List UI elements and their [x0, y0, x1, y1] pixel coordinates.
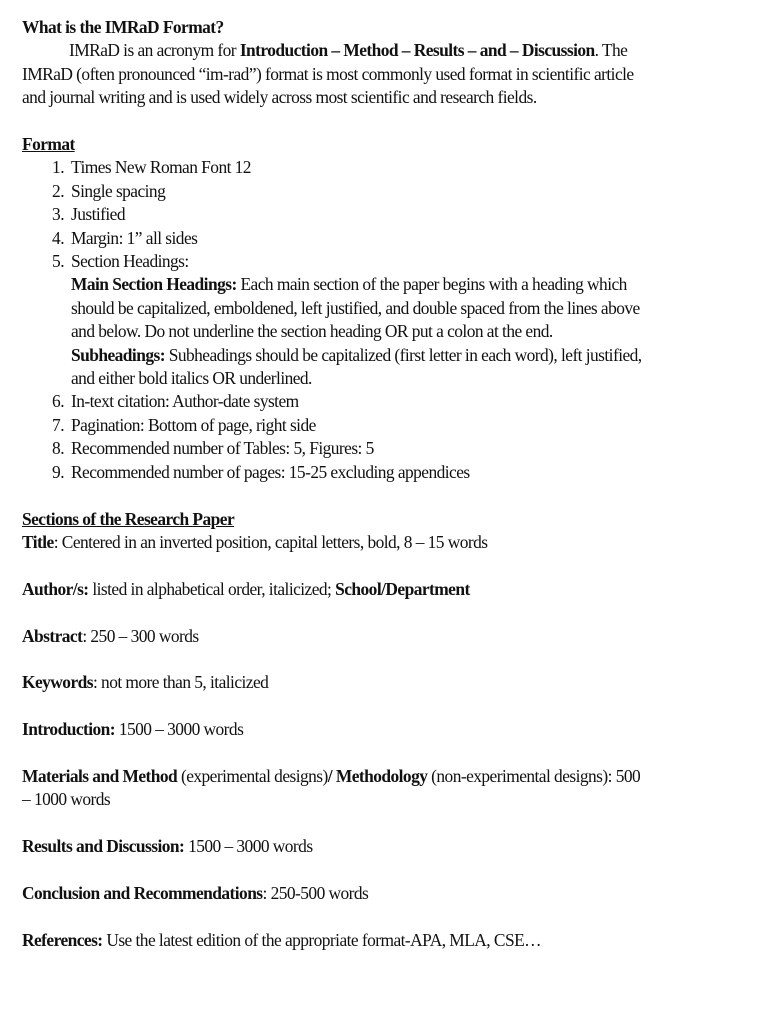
spacer [22, 554, 684, 577]
abstract-entry [22, 625, 684, 648]
spacer [22, 812, 684, 835]
spacer [22, 695, 684, 718]
conclusion-text: : 250-500 words [262, 882, 369, 903]
intro-text-end: . The [594, 40, 628, 61]
intro-text: IMRaD is an acronym for [69, 40, 240, 61]
keywords-entry [22, 671, 684, 694]
references-label: References: [22, 929, 103, 950]
methodology-text: (non-experimental designs): 500 [427, 765, 641, 786]
conclusion-label: Conclusion and Recommendations [22, 882, 263, 903]
main-headings-line-3: and below. Do not underline the section heading OR put a colon at the end. [71, 321, 553, 342]
list-item [22, 461, 684, 484]
format-list-continued [22, 390, 684, 484]
title-label: Title [22, 531, 54, 552]
title-entry [22, 531, 684, 554]
list-number: 8. [52, 438, 64, 459]
spacer [22, 110, 684, 133]
abstract-text: : 250 – 300 words [82, 625, 199, 646]
intro-line-1 [22, 39, 684, 62]
sections-heading: Sections of the Research Paper [22, 508, 235, 529]
materials-text: (experimental designs) [177, 765, 328, 786]
subheadings-block [22, 344, 684, 391]
list-item-text: Pagination: Bottom of page, right side [71, 414, 316, 435]
references-text: Use the latest edition of the appropriate format-APA, MLA, CSE… [102, 929, 541, 950]
list-item-text: Justified [71, 204, 125, 225]
list-number: 1. [52, 157, 64, 178]
keywords-label: Keywords [22, 672, 93, 693]
subheadings-label: Subheadings: [71, 344, 165, 365]
list-item-text: Recommended number of pages: 15-25 excluding appendices [71, 461, 470, 482]
list-item-text: In-text citation: Author-date system [71, 391, 299, 412]
introduction-label: Introduction: [22, 719, 116, 740]
list-item [22, 390, 684, 413]
page-title: What is the IMRaD Format? [22, 17, 224, 37]
main-headings-line-2: should be capitalized, emboldened, left justified, and double spaced from the lines above [71, 297, 640, 318]
intro-line-2: IMRaD (often pronounced “im-rad”) format is most commonly used format in scientific article [22, 63, 634, 84]
materials-label: Materials and Method [22, 765, 178, 786]
list-number: 3. [52, 204, 64, 225]
list-item [22, 156, 684, 179]
list-item [22, 250, 684, 273]
list-item [22, 203, 684, 226]
conclusion-entry [22, 882, 684, 905]
abstract-label: Abstract [22, 625, 83, 646]
authors-entry [22, 578, 684, 601]
references-entry [22, 929, 684, 952]
list-item [22, 180, 684, 203]
list-number: 6. [52, 391, 64, 412]
spacer [22, 648, 684, 671]
list-item [22, 414, 684, 437]
format-heading: Format [22, 134, 75, 155]
title-text: : Centered in an inverted position, capital letters, bold, 8 – 15 words [53, 531, 488, 552]
results-entry [22, 835, 684, 858]
results-label: Results and Discussion: [22, 836, 185, 857]
subheadings-line-2: and either bold italics OR underlined. [71, 368, 312, 389]
intro-line-3: and journal writing and is used widely across most scientific and research fields. [22, 87, 537, 108]
main-headings-text: Each main section of the paper begins with a heading which [236, 274, 627, 295]
list-item [22, 227, 684, 250]
authors-text: listed in alphabetical order, italicized; [88, 578, 336, 599]
subheadings-line-1 [71, 344, 684, 367]
list-number: 5. [52, 251, 64, 272]
spacer [22, 484, 684, 507]
spacer [22, 742, 684, 765]
results-text: 1500 – 3000 words [184, 836, 313, 857]
list-item-text: Recommended number of Tables: 5, Figures: 5 [71, 438, 374, 459]
list-item-text: Single spacing [71, 180, 166, 201]
list-item-text: Times New Roman Font 12 [71, 157, 251, 178]
introduction-entry [22, 718, 684, 741]
list-number: 4. [52, 227, 64, 248]
list-item-text: Margin: 1” all sides [71, 227, 198, 248]
methodology-label: / Methodology [327, 765, 428, 786]
spacer [22, 601, 684, 624]
list-number: 9. [52, 461, 64, 482]
methodology-entry [22, 765, 684, 788]
list-item [22, 437, 684, 460]
spacer [22, 905, 684, 928]
document-page [22, 16, 684, 952]
intro-acronym-expansion: Introduction – Method – Results – and – Discussion [239, 40, 595, 61]
list-number: 2. [52, 180, 64, 201]
keywords-text: : not more than 5, italicized [92, 672, 269, 693]
introduction-text: 1500 – 3000 words [115, 719, 244, 740]
spacer [22, 859, 684, 882]
subheadings-text: Subheadings should be capitalized (first letter in each word), left justified, [164, 344, 642, 365]
list-item-text: Section Headings: [71, 251, 189, 272]
school-department-label: School/Department [335, 578, 470, 599]
main-headings-line-1 [71, 273, 684, 296]
main-headings-block [22, 273, 684, 343]
list-number: 7. [52, 414, 64, 435]
methodology-entry-line-2: – 1000 words [22, 789, 111, 810]
authors-label: Author/s: [22, 578, 89, 599]
format-list [22, 156, 684, 273]
main-headings-label: Main Section Headings: [71, 274, 237, 295]
